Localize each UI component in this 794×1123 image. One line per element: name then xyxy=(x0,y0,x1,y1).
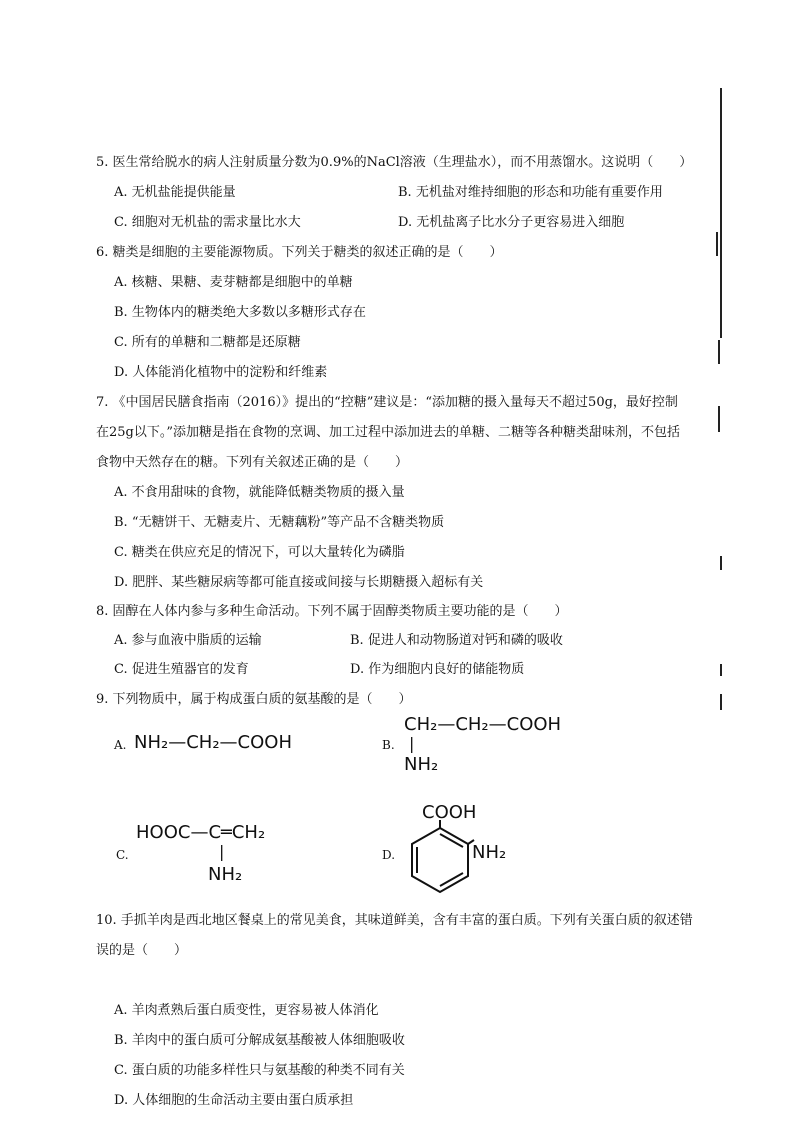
question-9-option-c-nh2: NH₂ xyxy=(208,864,243,885)
question-6-option-c[interactable]: C. 所有的单糖和二糖都是还原糖 xyxy=(114,335,301,350)
question-9-option-a-label[interactable]: A. xyxy=(114,738,127,752)
scan-edge-mark xyxy=(720,694,722,710)
question-10-stem-line-1: 10. 手抓羊肉是西北地区餐桌上的常见美食，其味道鲜美，含有丰富的蛋白质。下列有关蛋白质的叙述错 xyxy=(96,913,693,928)
question-8-option-d[interactable]: D. 作为细胞内良好的储能物质 xyxy=(350,662,525,677)
question-7-option-b[interactable]: B. “无糖饼干、无糖麦片、无糖藕粉”等产品不含糖类物质 xyxy=(114,515,445,530)
question-9-option-b-nh2: NH₂ xyxy=(404,754,439,775)
question-9-option-d-nh2: NH₂ xyxy=(472,842,507,863)
scan-edge-mark xyxy=(718,406,720,432)
question-8-option-c[interactable]: C. 促进生殖器官的发育 xyxy=(114,662,249,677)
scan-edge-mark xyxy=(720,556,722,570)
question-10-stem-line-2: 误的是（ ） xyxy=(96,943,188,958)
question-6-option-a[interactable]: A. 核糖、果糖、麦芽糖都是细胞中的单糖 xyxy=(114,275,353,290)
question-5-stem: 5. 医生常给脱水的病人注射质量分数为0.9%的NaCl溶液（生理盐水），而不用蒸馏水。这说明（ ） xyxy=(96,155,693,170)
question-9-option-d-cooh: COOH xyxy=(422,802,477,823)
question-9-option-a-formula: NH₂—CH₂—COOH xyxy=(134,732,292,753)
question-7-stem-line-1: 7. 《中国居民膳食指南（2016）》提出的“控糖”建议是：“添加糖的摄入量每天不超过50g，最好控制 xyxy=(96,395,678,410)
question-8-stem: 8. 固醇在人体内参与多种生命活动。下列不属于固醇类物质主要功能的是（ ） xyxy=(96,604,568,619)
question-8-option-b[interactable]: B. 促进人和动物肠道对钙和磷的吸收 xyxy=(350,633,563,648)
question-9-option-b-top: CH₂—CH₂—COOH xyxy=(404,714,562,735)
question-10-option-b[interactable]: B. 羊肉中的蛋白质可分解成氨基酸被人体细胞吸收 xyxy=(114,1033,405,1048)
question-10-option-d[interactable]: D. 人体细胞的生命活动主要由蛋白质承担 xyxy=(114,1093,354,1108)
question-7-stem-line-2: 在25g以下。”添加糖是指在食物的烹调、加工过程中添加进去的单糖、二糖等各种糖类甜味剂，不包括 xyxy=(96,425,681,440)
question-9-option-b-label[interactable]: B. xyxy=(382,738,395,752)
scan-edge-mark xyxy=(720,88,722,338)
question-9-option-d-label[interactable]: D. xyxy=(382,848,396,862)
question-9-option-c-bond: | xyxy=(219,842,225,861)
question-9-stem: 9. 下列物质中，属于构成蛋白质的氨基酸的是（ ） xyxy=(96,692,412,707)
question-9-option-c-top: HOOC—C═CH₂ xyxy=(136,822,266,843)
benzene-ring-icon xyxy=(402,820,482,900)
scan-edge-mark xyxy=(720,664,722,676)
question-10-option-c[interactable]: C. 蛋白质的功能多样性只与氨基酸的种类不同有关 xyxy=(114,1063,405,1078)
scan-edge-mark xyxy=(718,340,720,364)
question-5-option-d[interactable]: D. 无机盐离子比水分子更容易进入细胞 xyxy=(398,215,625,230)
question-5-option-b[interactable]: B. 无机盐对维持细胞的形态和功能有重要作用 xyxy=(398,185,663,200)
question-7-option-a[interactable]: A. 不食用甜味的食物，就能降低糖类物质的摄入量 xyxy=(114,485,405,500)
question-5-option-a[interactable]: A. 无机盐能提供能量 xyxy=(114,185,236,200)
question-7-stem-line-3: 食物中天然存在的糖。下列有关叙述正确的是（ ） xyxy=(96,455,409,470)
question-6-stem: 6. 糖类是细胞的主要能源物质。下列关于糖类的叙述正确的是（ ） xyxy=(96,245,503,260)
question-6-option-b[interactable]: B. 生物体内的糖类绝大多数以多糖形式存在 xyxy=(114,305,366,320)
question-9-option-b-bond: | xyxy=(409,734,415,753)
question-5-option-c[interactable]: C. 细胞对无机盐的需求量比水大 xyxy=(114,215,301,230)
question-7-option-c[interactable]: C. 糖类在供应充足的情况下，可以大量转化为磷脂 xyxy=(114,545,405,560)
scan-edge-mark xyxy=(716,232,718,256)
question-9-option-c-label[interactable]: C. xyxy=(116,848,129,862)
question-6-option-d[interactable]: D. 人体能消化植物中的淀粉和纤维素 xyxy=(114,365,328,380)
question-8-option-a[interactable]: A. 参与血液中脂质的运输 xyxy=(114,633,262,648)
question-7-option-d[interactable]: D. 肥胖、某些糖尿病等都可能直接或间接与长期糖摄入超标有关 xyxy=(114,575,484,590)
question-10-option-a[interactable]: A. 羊肉煮熟后蛋白质变性，更容易被人体消化 xyxy=(114,1003,379,1018)
